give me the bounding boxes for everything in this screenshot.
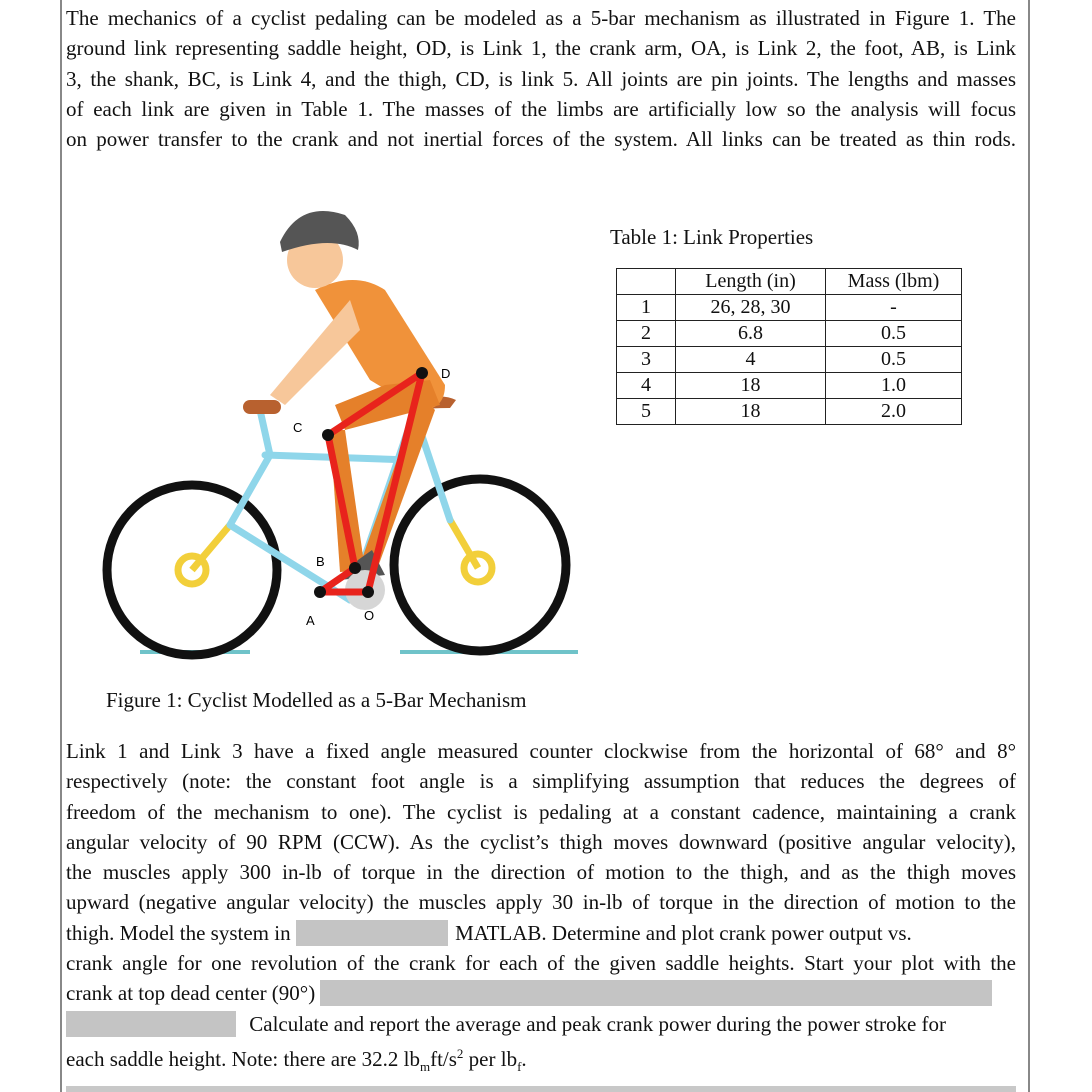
- cyclist-figure: [100, 180, 600, 660]
- table-header: [617, 269, 676, 295]
- joint-o: [362, 586, 374, 598]
- table-cell: 2.0: [826, 399, 962, 425]
- table-row: [617, 373, 962, 399]
- table-row: [617, 295, 962, 321]
- body-line: [66, 1009, 1016, 1039]
- body-line: freedom of the mechanism to one). The cyclist is pedaling at a constant cadence, maintaining a crank: [66, 799, 1016, 824]
- label-c: C: [293, 420, 303, 435]
- body-line: upward (negative angular velocity) the muscles apply 30 in-lb of torque in the direction of motion to the: [66, 890, 1016, 915]
- link-properties-table: [616, 268, 962, 425]
- table-caption: Table 1: Link Properties: [610, 225, 814, 249]
- label-d: D: [441, 366, 451, 381]
- table-cell: 1: [617, 295, 676, 321]
- redacted-block: [320, 980, 992, 1006]
- table-row: [617, 321, 962, 347]
- table-cell: 26, 28, 30: [676, 295, 826, 321]
- body-line: [66, 978, 1016, 1008]
- table-header: Length (in): [676, 269, 826, 295]
- table-header-row: [617, 269, 962, 295]
- joint-c: [322, 429, 334, 441]
- intro-line: ground link representing saddle height, OD, is Link 1, the crank arm, OA, is Link 2, the foot, AB, is Link: [66, 36, 1016, 61]
- redacted-block: [296, 920, 448, 946]
- problem-paragraph: [66, 736, 1016, 1082]
- redacted-block: [66, 1011, 236, 1037]
- body-line: respectively (note: the constant foot angle is a simplifying assumption that reduces the degrees of: [66, 769, 1016, 794]
- table-cell: 1.0: [826, 373, 962, 399]
- body-line: [66, 1039, 1016, 1082]
- table-row: [617, 399, 962, 425]
- intro-line: 3, the shank, BC, is Link 4, and the thigh, CD, is link 5. All joints are pin joints. The lengths and masses: [66, 66, 1016, 91]
- table-header: Mass (lbm): [826, 269, 962, 295]
- rear-dropout: [192, 525, 230, 570]
- body-line: angular velocity of 90 RPM (CCW). As the cyclist’s thigh moves downward (positive angular velocity),: [66, 829, 1016, 854]
- table-cell: 4: [617, 373, 676, 399]
- body-text: each saddle height. Note: there are 32.2 lb: [66, 1046, 420, 1071]
- body-line: [66, 918, 1016, 948]
- superscript: 2: [456, 1045, 464, 1061]
- subscript: m: [419, 1059, 431, 1075]
- body-text: crank at top dead center (90°): [66, 981, 316, 1006]
- body-text: thigh. Model the system in: [66, 920, 291, 945]
- body-line: crank angle for one revolution of the crank for each of the given saddle heights. Start your plot with the: [66, 951, 1016, 976]
- table-cell: 2: [617, 321, 676, 347]
- body-text: MATLAB. Determine and plot crank power output vs.: [455, 920, 912, 945]
- handlebar-grip: [243, 400, 281, 414]
- table-row: [617, 347, 962, 373]
- label-a: A: [306, 613, 315, 628]
- table-cell: -: [826, 295, 962, 321]
- label-o: O: [364, 608, 375, 623]
- table-cell: 18: [676, 373, 826, 399]
- table-cell: 0.5: [826, 321, 962, 347]
- label-b: B: [316, 554, 325, 569]
- figure-caption: Figure 1: Cyclist Modelled as a 5-Bar Mechanism: [106, 688, 527, 712]
- table-cell: 4: [676, 347, 826, 373]
- page-border-left: [60, 0, 62, 1092]
- body-text: ft/s: [430, 1046, 457, 1071]
- joint-d: [416, 367, 428, 379]
- body-text: .: [521, 1046, 527, 1071]
- intro-line: The mechanics of a cyclist pedaling can be modeled as a 5-bar mechanism as illustrated in Figure 1. The: [66, 6, 1016, 30]
- table-cell: 5: [617, 399, 676, 425]
- subscript: f: [517, 1059, 522, 1075]
- body-text: Calculate and report the average and peak crank power during the power stroke for: [249, 1011, 947, 1036]
- body-text: per lb: [463, 1046, 518, 1071]
- table-cell: 3: [617, 347, 676, 373]
- table-cell: 18: [676, 399, 826, 425]
- intro-line: on power transfer to the crank and not inertial forces of the system. All links can be treated as thin rods.: [66, 127, 1016, 152]
- table-cell: 0.5: [826, 347, 962, 373]
- body-line: Link 1 and Link 3 have a fixed angle measured counter clockwise from the horizontal of 68° and 8°: [66, 739, 1016, 763]
- body-line: the muscles apply 300 in-lb of torque in the direction of motion to the thigh, and as the thigh moves: [66, 860, 1016, 885]
- page-border-right: [1028, 0, 1030, 1092]
- bottom-redacted-bar: [66, 1086, 1016, 1092]
- intro-paragraph: [66, 3, 1016, 154]
- joint-b: [349, 562, 361, 574]
- intro-line: of each link are given in Table 1. The masses of the limbs are artificially low so the analysis will focus: [66, 96, 1016, 121]
- joint-a: [314, 586, 326, 598]
- table-cell: 6.8: [676, 321, 826, 347]
